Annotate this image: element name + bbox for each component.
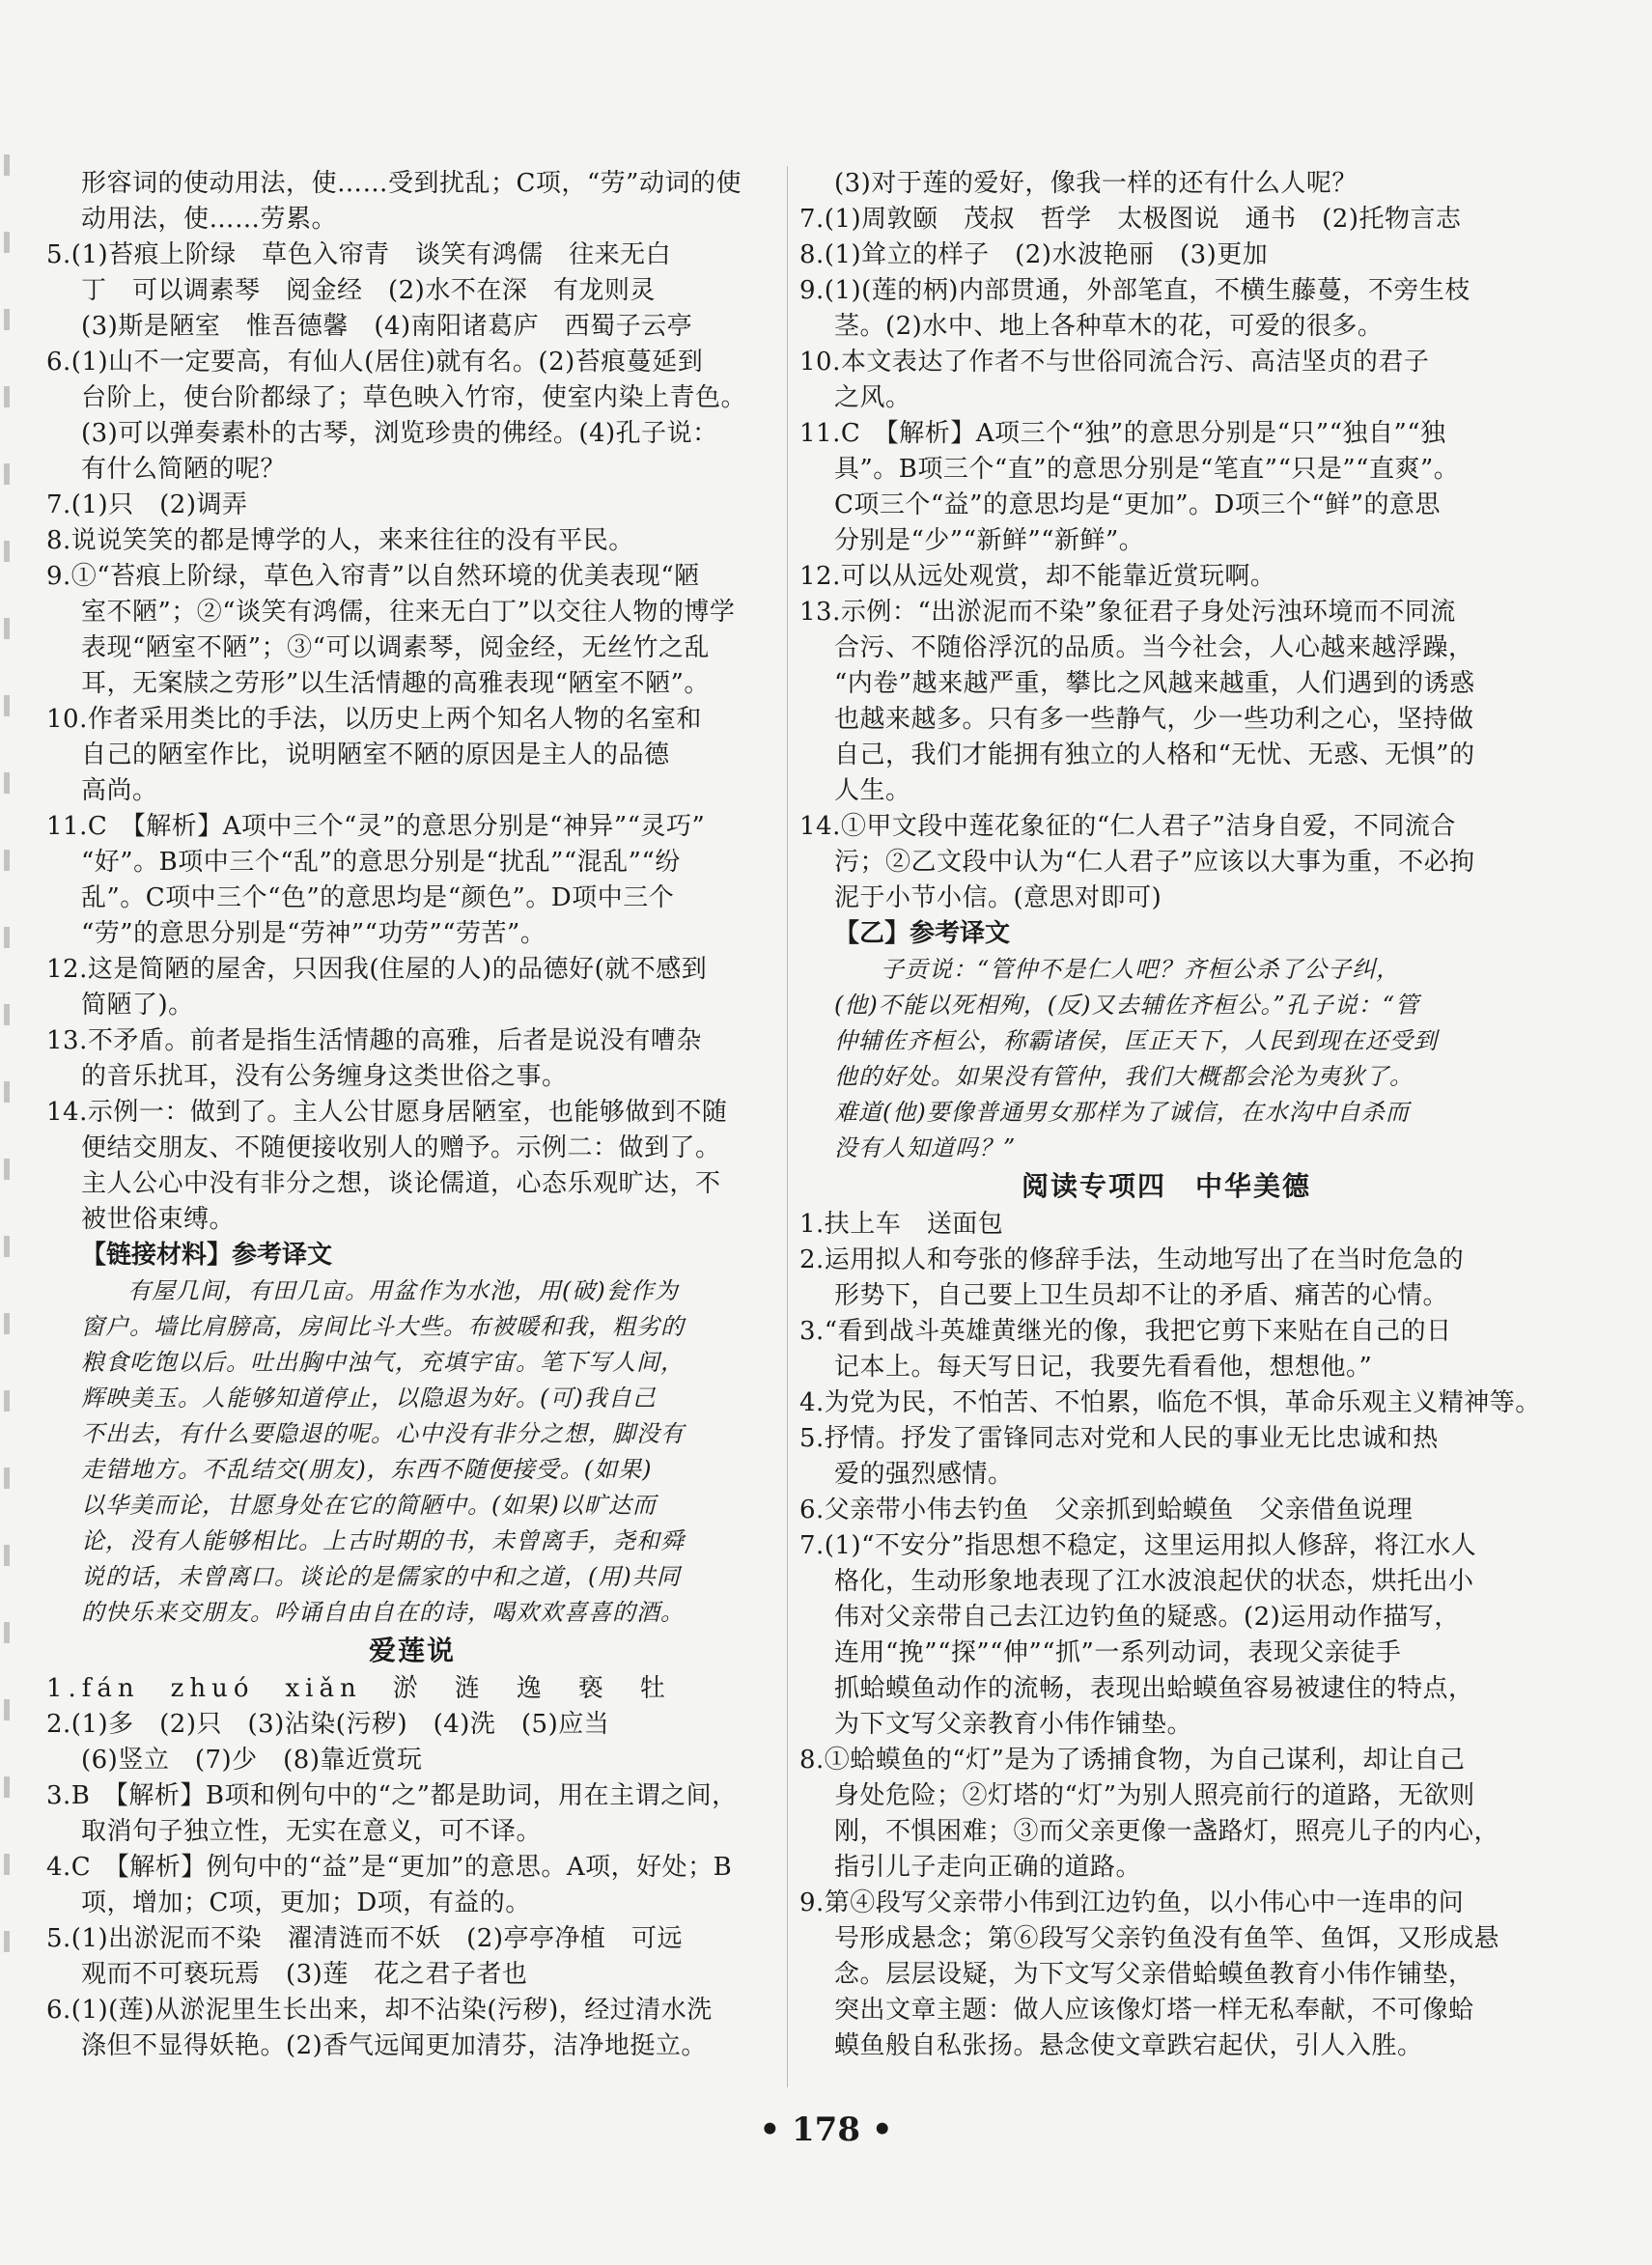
text-line: 表现“陋室不陋”；③“可以调素琴，阅金经，无丝竹之乱	[81, 633, 710, 662]
text-line: 1.扶上车 送面包	[799, 1210, 1004, 1239]
text-line: 13.不矛盾。前者是指生活情趣的高雅，后者是说没有嘈杂	[46, 1026, 702, 1055]
text-line: 台阶上，使台阶都绿了；草色映入竹帘，使室内染上青色。	[81, 383, 747, 412]
text-line: 丁 可以调素琴 阅金经 (2)水不在深 有龙则灵	[81, 276, 656, 305]
translation-line: 他的好处。如果没有管仲，我们大概都会沦为夷狄了。	[834, 1063, 1414, 1090]
text-line: 7.(1)只 (2)调弄	[46, 490, 248, 519]
text-line: 具”。B项三个“直”的意思分别是“笔直”“只是”“直爽”。	[834, 455, 1460, 484]
text-line: 简陋了)。	[81, 991, 194, 1020]
text-line: 5.抒情。抒发了雷锋同志对党和人民的事业无比忠诚和热	[799, 1424, 1439, 1453]
text-line: 14.示例一：做到了。主人公甘愿身居陋室，也能够做到不随	[46, 1098, 728, 1127]
subsection-heading: 【链接材料】参考译文	[81, 1241, 333, 1270]
text-line: “内卷”越来越严重，攀比之风越来越重，人们遇到的诱惑	[834, 669, 1475, 698]
text-line: (3)可以弹奏素朴的古琴，浏览珍贵的佛经。(4)孔子说：	[81, 419, 718, 448]
text-line: 的音乐扰耳，没有公务缠身这类世俗之事。	[81, 1062, 568, 1091]
text-line: 10.本文表达了作者不与世俗同流合污、高洁坚贞的君子	[799, 348, 1430, 377]
text-line: 14.①甲文段中莲花象征的“仁人君子”洁身自爱，不同流合	[799, 812, 1456, 841]
text-line: 涤但不显得妖艳。(2)香气远闻更加清芬，洁净地挺立。	[81, 2031, 707, 2060]
text-line: 耳，无案牍之劳形”以生活情趣的高雅表现“陋室不陋”。	[81, 669, 710, 698]
text-line: 也越来越多。只有多一些静气，少一些功利之心，坚持做	[834, 705, 1474, 734]
translation-line: 粮食吃饱以后。吐出胸中浊气，充填宇宙。笔下写人间，	[81, 1349, 685, 1376]
text-line: 被世俗束缚。	[81, 1205, 236, 1234]
section-title: 爱莲说	[368, 1635, 456, 1666]
text-line: 8.说说笑笑的都是博学的人，来来往往的没有平民。	[46, 526, 634, 555]
text-line: 主人公心中没有非分之想，谈论儒道，心态乐观旷达，不	[81, 1169, 721, 1198]
text-line: “劳”的意思分别是“劳神”“功劳”“劳苦”。	[81, 919, 546, 948]
text-line: 6.(1)(莲)从淤泥里生长出来，却不沾染(污秽)，经过清水洗	[46, 1996, 713, 2025]
text-line: 伟对父亲带自己去江边钓鱼的疑惑。(2)运用动作描写，	[834, 1603, 1460, 1632]
text-line: 11.C 【解析】A项中三个“灵”的意思分别是“神异”“灵巧”	[46, 812, 706, 841]
text-line: 9.第④段写父亲带小伟到江边钓鱼，以小伟心中一连串的问	[799, 1888, 1465, 1917]
text-line: 念。层层设疑，为下文写父亲借蛤蟆鱼教育小伟作铺垫，	[834, 1960, 1474, 1989]
text-line: 为下文写父亲教育小伟作铺垫。	[834, 1710, 1193, 1739]
text-line: 9.①“苔痕上阶绿，草色入帘青”以自然环境的优美表现“陋	[46, 562, 700, 591]
text-line: 连用“挽”“探”“伸”“抓”一系列动词，表现父亲徒手	[834, 1638, 1402, 1667]
text-line: (3)斯是陋室 惟吾德馨 (4)南阳诸葛庐 西蜀子云亭	[81, 312, 693, 341]
text-line: 高尚。	[81, 776, 158, 805]
text-line: 4.C 【解析】例句中的“益”是“更加”的意思。A项，好处；B	[46, 1853, 733, 1882]
text-line: 5.(1)出淤泥而不染 濯清涟而不妖 (2)亭亭净植 可远	[46, 1924, 683, 1953]
text-line: 乱”。C项中三个“色”的意思均是“颜色”。D项中三个	[81, 883, 675, 912]
text-line: 项，增加；C项，更加；D项，有益的。	[81, 1888, 531, 1917]
text-line: 4.为党为民，不怕苦、不怕累，临危不惧，革命乐观主义精神等。	[799, 1388, 1541, 1417]
text-line: 5.(1)苔痕上阶绿 草色入帘青 谈笑有鸿儒 往来无白	[46, 240, 672, 269]
text-line: 8.(1)耸立的样子 (2)水波艳丽 (3)更加	[799, 240, 1269, 269]
text-line: 观而不可亵玩焉 (3)莲 花之君子者也	[81, 1960, 528, 1989]
text-line: 之风。	[834, 383, 911, 412]
text-line: 2.运用拟人和夸张的修辞手法，生动地写出了在当时危急的	[799, 1245, 1465, 1274]
text-line: C项三个“益”的意思均是“更加”。D项三个“鲜”的意思	[834, 490, 1441, 519]
text-line: 人生。	[834, 776, 911, 805]
text-line: 格化，生动形象地表现了江水波浪起伏的状态，烘托出小	[834, 1567, 1474, 1596]
right-column	[799, 166, 1541, 2064]
text-line: 3.“看到战斗英雄黄继光的像，我把它剪下来贴在自己的日	[799, 1317, 1452, 1346]
text-line: (6)竖立 (7)少 (8)靠近赏玩	[81, 1746, 423, 1775]
text-line: 茎。(2)水中、地上各种草木的花，可爱的很多。	[834, 312, 1384, 341]
text-line: 7.(1)“不安分”指思想不稳定，这里运用拟人修辞，将江水人	[799, 1531, 1477, 1560]
text-line: 刚，不惧困难；③而父亲更像一盏路灯，照亮儿子的内心，	[834, 1817, 1500, 1846]
text-line: 8.①蛤蟆鱼的“灯”是为了诱捕食物，为自己谋利，却让自己	[799, 1746, 1466, 1775]
translation-line: 的快乐来交朋友。吟诵自由自在的诗，喝欢欢喜喜的酒。	[81, 1599, 685, 1626]
text-line: 突出文章主题：做人应该像灯塔一样无私奉献，不可像蛤	[834, 1996, 1474, 2025]
subsection-heading: 【乙】参考译文	[834, 919, 1011, 948]
text-line: 10.作者采用类比的手法，以历史上两个知名人物的名室和	[46, 705, 702, 734]
translation-line: (他)不能以死相殉，(反)又去辅佐齐桓公。”孔子说：“管	[834, 992, 1419, 1019]
translation-line: 窗户。墙比肩膀高，房间比斗大些。布被暖和我，粗劣的	[81, 1313, 685, 1340]
text-line: 有什么简陋的呢？	[81, 455, 287, 484]
text-line: 动用法，使……劳累。	[81, 205, 338, 234]
text-line: 2.(1)多 (2)只 (3)沾染(污秽) (4)洗 (5)应当	[46, 1710, 610, 1739]
text-line: 号形成悬念；第⑥段写父亲钓鱼没有鱼竿、鱼饵，又形成悬	[834, 1924, 1500, 1953]
translation-line: 走错地方。不乱结交(朋友)，东西不随便接受。(如果)	[81, 1456, 653, 1483]
translation-line: 辉映美玉。人能够知道停止，以隐退为好。(可)我自己	[81, 1384, 657, 1412]
text-line: 抓蛤蟆鱼动作的流畅，表现出蛤蟆鱼容易被逮住的特点，	[834, 1674, 1474, 1703]
text-line: 形容词的使动用法，使……受到扰乱；C项，“劳”动词的使	[81, 169, 742, 198]
text-line: 指引儿子走向正确的道路。	[834, 1853, 1142, 1882]
translation-line: 有屋几间，有田几亩。用盆作为水池，用(破)瓮作为	[127, 1277, 679, 1304]
section-title: 阅读专项四 中华美德	[1021, 1170, 1311, 1202]
text-line: 9.(1)(莲的柄)内部贯通，外部笔直，不横生藤蔓，不旁生枝	[799, 276, 1470, 305]
text-line: 12.可以从远处观赏，却不能靠近赏玩啊。	[799, 562, 1276, 591]
text-line: (3)对于莲的爱好，像我一样的还有什么人呢？	[834, 169, 1358, 198]
text-line: 取消句子独立性，无实在意义，可不译。	[81, 1817, 543, 1846]
text-line: 6.(1)山不一定要高，有仙人(居住)就有名。(2)苔痕蔓延到	[46, 348, 704, 377]
translation-line: 以华美而论，甘愿身处在它的简陋中。(如果)以旷达而	[81, 1492, 657, 1519]
binding-edge-marks	[0, 154, 12, 1989]
text-line: 分别是“少”“新鲜”“新鲜”。	[834, 526, 1145, 555]
translation-line: 论，没有人能够相比。上古时期的书，未曾离手，尧和舜	[81, 1527, 685, 1554]
translation-line: 没有人知道吗？”	[834, 1134, 1017, 1161]
text-line: 6.父亲带小伟去钓鱼 父亲抓到蛤蟆鱼 父亲借鱼说理	[799, 1496, 1414, 1524]
text-line: 便结交朋友、不随便接收别人的赠予。示例二：做到了。	[81, 1133, 721, 1162]
text-line: 自己，我们才能拥有独立的人格和“无忧、无惑、无惧”的	[834, 741, 1475, 769]
translation-line: 难道(他)要像普通男女那样为了诚信，在水沟中自杀而	[834, 1099, 1410, 1126]
text-line: 11.C 【解析】A项三个“独”的意思分别是“只”“独自”“独	[799, 419, 1446, 448]
text-line: 记本上。每天写日记，我要先看看他，想想他。”	[834, 1353, 1373, 1382]
text-line: 爱的强烈感情。	[834, 1460, 1014, 1489]
text-line: 13.示例：“出淤泥而不染”象征君子身处污浊环境而不同流	[799, 598, 1456, 627]
text-line: 合污、不随俗浮沉的品质。当今社会，人心越来越浮躁，	[834, 633, 1474, 662]
text-line: 污；②乙文段中认为“仁人君子”应该以大事为重，不必拘	[834, 848, 1475, 877]
text-line: 1.fán zhuó xiǎn 淤 涟 逸 亵 牡	[46, 1674, 671, 1703]
page-number: • 178 •	[759, 2111, 893, 2149]
text-line: 室不陋”；②“谈笑有鸿儒，往来无白丁”以交往人物的博学	[81, 598, 736, 627]
text-line: 7.(1)周敦颐 茂叔 哲学 太极图说 通书 (2)托物言志	[799, 205, 1462, 234]
left-column	[46, 166, 778, 2064]
text-line: 12.这是简陋的屋舍，只因我(住屋的人)的品德好(就不感到	[46, 955, 708, 984]
translation-line: 说的话，未曾离口。谈论的是儒家的中和之道，(用)共同	[81, 1563, 681, 1590]
translation-line: 不出去，有什么要隐退的呢。心中没有非分之想，脚没有	[81, 1420, 685, 1447]
text-line: 3.B 【解析】B项和例句中的“之”都是助词，用在主谓之间，	[46, 1781, 738, 1810]
text-line: 身处危险；②灯塔的“灯”为别人照亮前行的道路，无欲则	[834, 1781, 1475, 1810]
text-line: 蟆鱼般自私张扬。悬念使文章跌宕起伏，引人入胜。	[834, 2031, 1423, 2060]
text-line: 泥于小节小信。(意思对即可)	[834, 883, 1162, 912]
text-line: “好”。B项中三个“乱”的意思分别是“扰乱”“混乱”“纷	[81, 848, 681, 877]
column-divider	[787, 166, 788, 2087]
translation-line: 仲辅佐齐桓公，称霸诸侯，匡正天下，人民到现在还受到	[834, 1027, 1438, 1054]
text-line: 形势下，自己要上卫生员却不让的矛盾、痛苦的心情。	[834, 1281, 1449, 1310]
translation-line: 子贡说：“管仲不是仁人吧？齐桓公杀了公子纠，	[881, 956, 1401, 983]
text-line: 自己的陋室作比，说明陋室不陋的原因是主人的品德	[81, 741, 670, 769]
